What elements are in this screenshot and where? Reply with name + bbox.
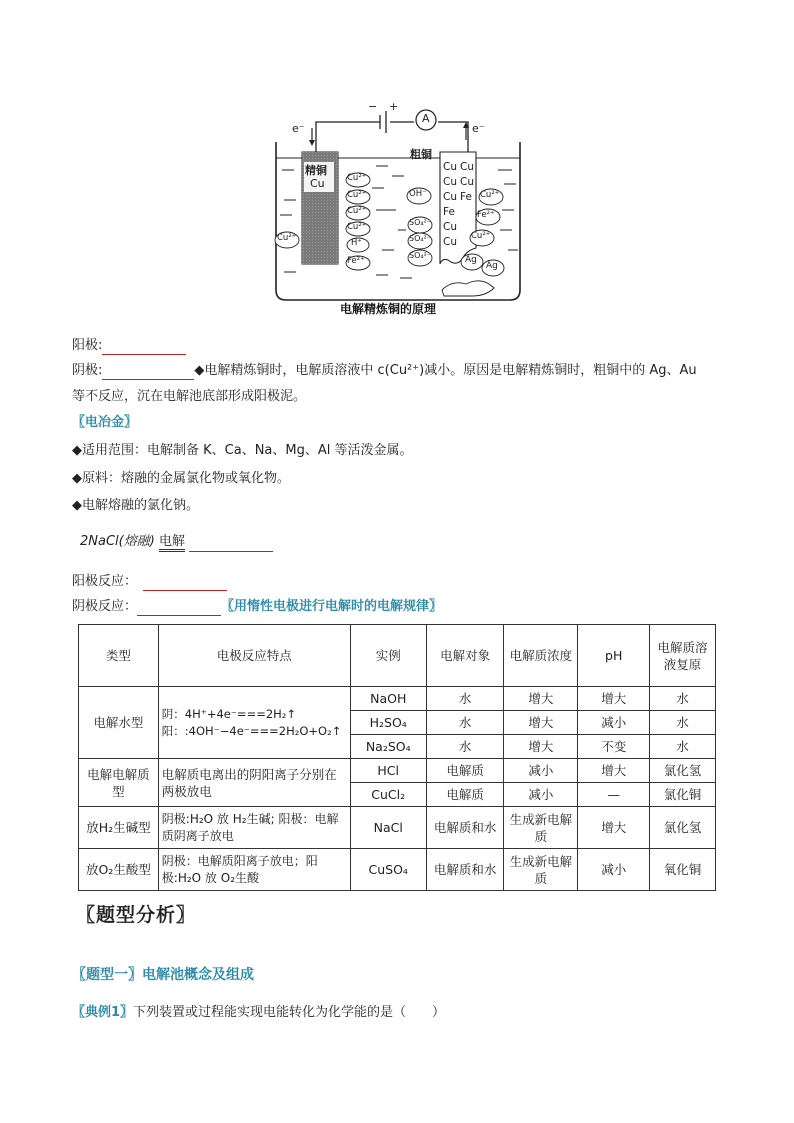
table-cell: 水	[426, 735, 504, 759]
table-cell: 氯化铜	[650, 783, 716, 807]
table-cell: 减小	[504, 759, 578, 783]
table-cell: 阴极：电解质阳离子放电；阳极:H₂O 放 O₂生酸	[158, 849, 350, 891]
table-cell: 水	[650, 711, 716, 735]
figure-caption: 电解精炼铜的原理	[340, 302, 437, 316]
question-type-1: 〖题型一〗电解池概念及组成	[72, 967, 254, 983]
ion: Cu²⁺	[471, 231, 491, 241]
table-cell: CuSO₄	[350, 849, 426, 891]
plus-sign: +	[389, 100, 399, 113]
anode-line	[72, 337, 186, 355]
ion: H⁺	[351, 238, 362, 248]
anode-column-2	[460, 160, 474, 205]
table-cell: 氧化铜	[650, 849, 716, 891]
section-title	[76, 900, 196, 927]
table-header: 实例	[350, 625, 426, 687]
equation-condition: 电解	[159, 534, 185, 552]
answer-blank[interactable]	[102, 340, 186, 355]
table-cell: —	[578, 783, 650, 807]
table-header: 电解质浓度	[504, 625, 578, 687]
table-cell: 电解水型	[79, 687, 159, 759]
table-cell: 电解电解质型	[79, 759, 159, 807]
anode-label: 粗铜	[410, 148, 432, 161]
table-row	[79, 687, 716, 711]
anode-line-label: 阳极:	[72, 338, 103, 353]
table-cell: 电解质	[426, 783, 504, 807]
cathode-line-label: 阴极:	[72, 363, 103, 378]
table-cell: NaCl	[350, 807, 426, 849]
cathode-reaction-line	[72, 598, 442, 616]
table-cell: 放H₂生碱型	[79, 807, 159, 849]
table-cell: HCl	[350, 759, 426, 783]
ion: Cu²⁺	[347, 190, 367, 200]
table-cell: 电解质电离出的阴阳离子分别在两极放电	[158, 759, 350, 807]
ion: SO₄²⁻	[409, 234, 432, 243]
table-cell: Na₂SO₄	[350, 735, 426, 759]
table-cell: 生成新电解质	[504, 807, 578, 849]
nacl-equation	[80, 533, 273, 552]
example-1	[72, 1004, 445, 1022]
anode-item: Cu	[443, 191, 457, 203]
metallurgy-scope: ◆适用范围：电解制备 K、Ca、Na、Mg、Al 等活泼金属。	[72, 443, 413, 458]
table-cell: 电解质和水	[426, 807, 504, 849]
table-header: pH	[578, 625, 650, 687]
cathode-label-1: 精铜	[305, 164, 327, 177]
ion: Cu²⁺	[347, 173, 367, 183]
ion: Fe²⁺	[477, 210, 495, 220]
table-header: 电解质溶液复原	[650, 625, 716, 687]
electrolysis-figure	[272, 100, 524, 320]
ion: SO₄²⁻	[409, 218, 432, 227]
table-cell: 水	[426, 687, 504, 711]
metallurgy-title: 〖电冶金〗	[72, 415, 138, 430]
anode-item: Cu	[460, 176, 474, 188]
anode-item: Cu	[443, 161, 457, 173]
table-cell: 生成新电解质	[504, 849, 578, 891]
ammeter-label: A	[422, 112, 430, 125]
rule-title: 〖用惰性电极进行电解时的电解规律〗	[221, 599, 443, 614]
electron-right: e⁻	[472, 122, 485, 135]
ion: Ag	[465, 255, 477, 265]
table-header-row	[79, 625, 716, 687]
table-cell: CuCl₂	[350, 783, 426, 807]
ion: Cu²⁺	[347, 206, 367, 216]
table-cell: 氯化氢	[650, 759, 716, 783]
equation-text: 2NaCl(熔融)	[80, 534, 155, 549]
ion: Ag	[486, 261, 498, 271]
table-cell: H₂SO₄	[350, 711, 426, 735]
ion: Cu²⁺	[347, 222, 367, 232]
table-cell: 增大	[504, 687, 578, 711]
table-row	[79, 759, 716, 783]
ion: OH⁻	[409, 189, 427, 199]
table-cell: 水	[426, 711, 504, 735]
cathode-line	[72, 362, 697, 380]
table-header: 类型	[79, 625, 159, 687]
metallurgy-nacl: ◆电解熔融的氯化钠。	[72, 498, 199, 513]
electron-left: e⁻	[292, 122, 305, 135]
ion: Cu²⁺	[480, 190, 500, 200]
table-cell: 水	[650, 687, 716, 711]
section-title-text: 〖题型分析〗	[76, 904, 197, 926]
anode-item: Cu	[460, 161, 474, 173]
table-cell: 放O₂生酸型	[79, 849, 159, 891]
table-cell: 增大	[504, 735, 578, 759]
table-cell: 不变	[578, 735, 650, 759]
ion: SO₄²⁻	[409, 251, 432, 260]
cathode-note-1: ◆电解精炼铜时，电解质溶液中 c(Cu²⁺)减小。原因是电解精炼铜时，粗铜中的 Ag、Au	[194, 363, 697, 378]
anode-reaction-line	[72, 573, 227, 591]
table-cell: 阴极:H₂O 放 H₂生碱; 阳极：电解质阴离子放电	[158, 807, 350, 849]
cathode-reaction-label: 阴极反应：	[72, 599, 138, 614]
table-cell	[158, 687, 350, 759]
anode-column-1	[443, 160, 457, 250]
feature-line: 阴：4H⁺+4e⁻===2H₂↑	[161, 706, 297, 721]
table-row	[79, 807, 716, 849]
table-cell: 氯化氢	[650, 807, 716, 849]
feature-line: 阳：:4OH⁻−4e⁻===2H₂O+O₂↑	[161, 723, 342, 738]
table-cell: 减小	[504, 783, 578, 807]
metallurgy-raw: ◆原料：熔融的金属氯化物或氧化物。	[72, 471, 290, 486]
table-cell: 增大	[578, 759, 650, 783]
table-cell: 减小	[578, 711, 650, 735]
anode-item: Cu	[443, 221, 457, 233]
table-cell: 增大	[504, 711, 578, 735]
answer-blank[interactable]	[143, 576, 227, 591]
ion: Fe²⁺	[347, 256, 365, 266]
answer-blank[interactable]	[102, 365, 194, 380]
answer-blank[interactable]	[137, 601, 221, 616]
table-header: 电极反应特点	[158, 625, 350, 687]
example-text: 下列装置或过程能实现电能转化为化学能的是（ ）	[133, 1005, 446, 1020]
electrolysis-rules-table	[78, 624, 716, 891]
table-cell: 增大	[578, 807, 650, 849]
anode-item: Fe	[443, 206, 455, 218]
anode-item: Cu	[443, 176, 457, 188]
cathode-label-2: Cu	[310, 177, 325, 190]
anode-item: Fe	[460, 191, 472, 203]
anode-reaction-label: 阳极反应：	[72, 574, 138, 589]
anode-item: Cu	[443, 236, 457, 248]
table-cell: 水	[650, 735, 716, 759]
example-label: 〖典例1〗	[72, 1005, 134, 1020]
answer-blank[interactable]	[189, 537, 273, 552]
table-row	[79, 849, 716, 891]
table-cell: 电解质和水	[426, 849, 504, 891]
table-cell: 减小	[578, 849, 650, 891]
table-cell: NaOH	[350, 687, 426, 711]
table-cell: 电解质	[426, 759, 504, 783]
table-cell: 增大	[578, 687, 650, 711]
minus-sign: −	[368, 100, 378, 113]
cathode-note-2: 等不反应，沉在电解池底部形成阳极泥。	[72, 389, 307, 404]
ion: Cu²⁺	[277, 233, 297, 243]
table-header: 电解对象	[426, 625, 504, 687]
